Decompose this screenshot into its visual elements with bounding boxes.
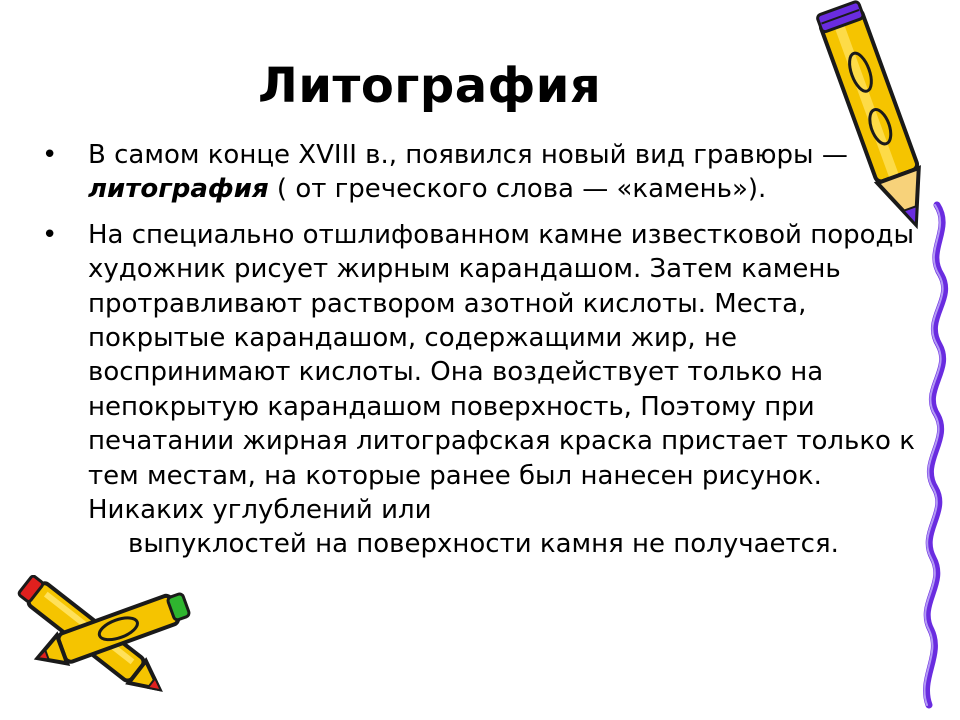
bullet-item xyxy=(40,218,925,562)
purple-squiggle-icon xyxy=(895,200,955,715)
bullet-text: На специально отшлифованном камне известковой породы художник рисует жирным карандашом. Затем камень протравливают раствором азотной кислоты. Места, покрытые карандашом, содержащими жир, не воспринимают кислоты. Она воздействует только на непокрытую карандашом поверхность, Поэтому при печатании жирная литографская краска пристает только к тем местам, на которые ранее был нанесен рисунок. Никаких углублений или xyxy=(88,219,915,526)
bullet-text: ( от греческого слова — «камень»). xyxy=(268,174,767,205)
bullet-text: В самом конце XVIII в., появился новый вид гравюры — xyxy=(88,140,848,170)
last-line: выпуклостей на поверхности камня не получается. xyxy=(128,529,839,560)
bullet-item xyxy=(40,138,925,207)
pencil-icon xyxy=(800,0,950,235)
slide-title: Литография xyxy=(258,58,602,114)
emphasis-word: литография xyxy=(88,174,269,205)
bullet-dot-icon: • xyxy=(42,219,58,250)
crayons-icon xyxy=(0,575,200,720)
bullet-dot-icon: • xyxy=(42,140,58,170)
bullet-list xyxy=(40,138,925,562)
